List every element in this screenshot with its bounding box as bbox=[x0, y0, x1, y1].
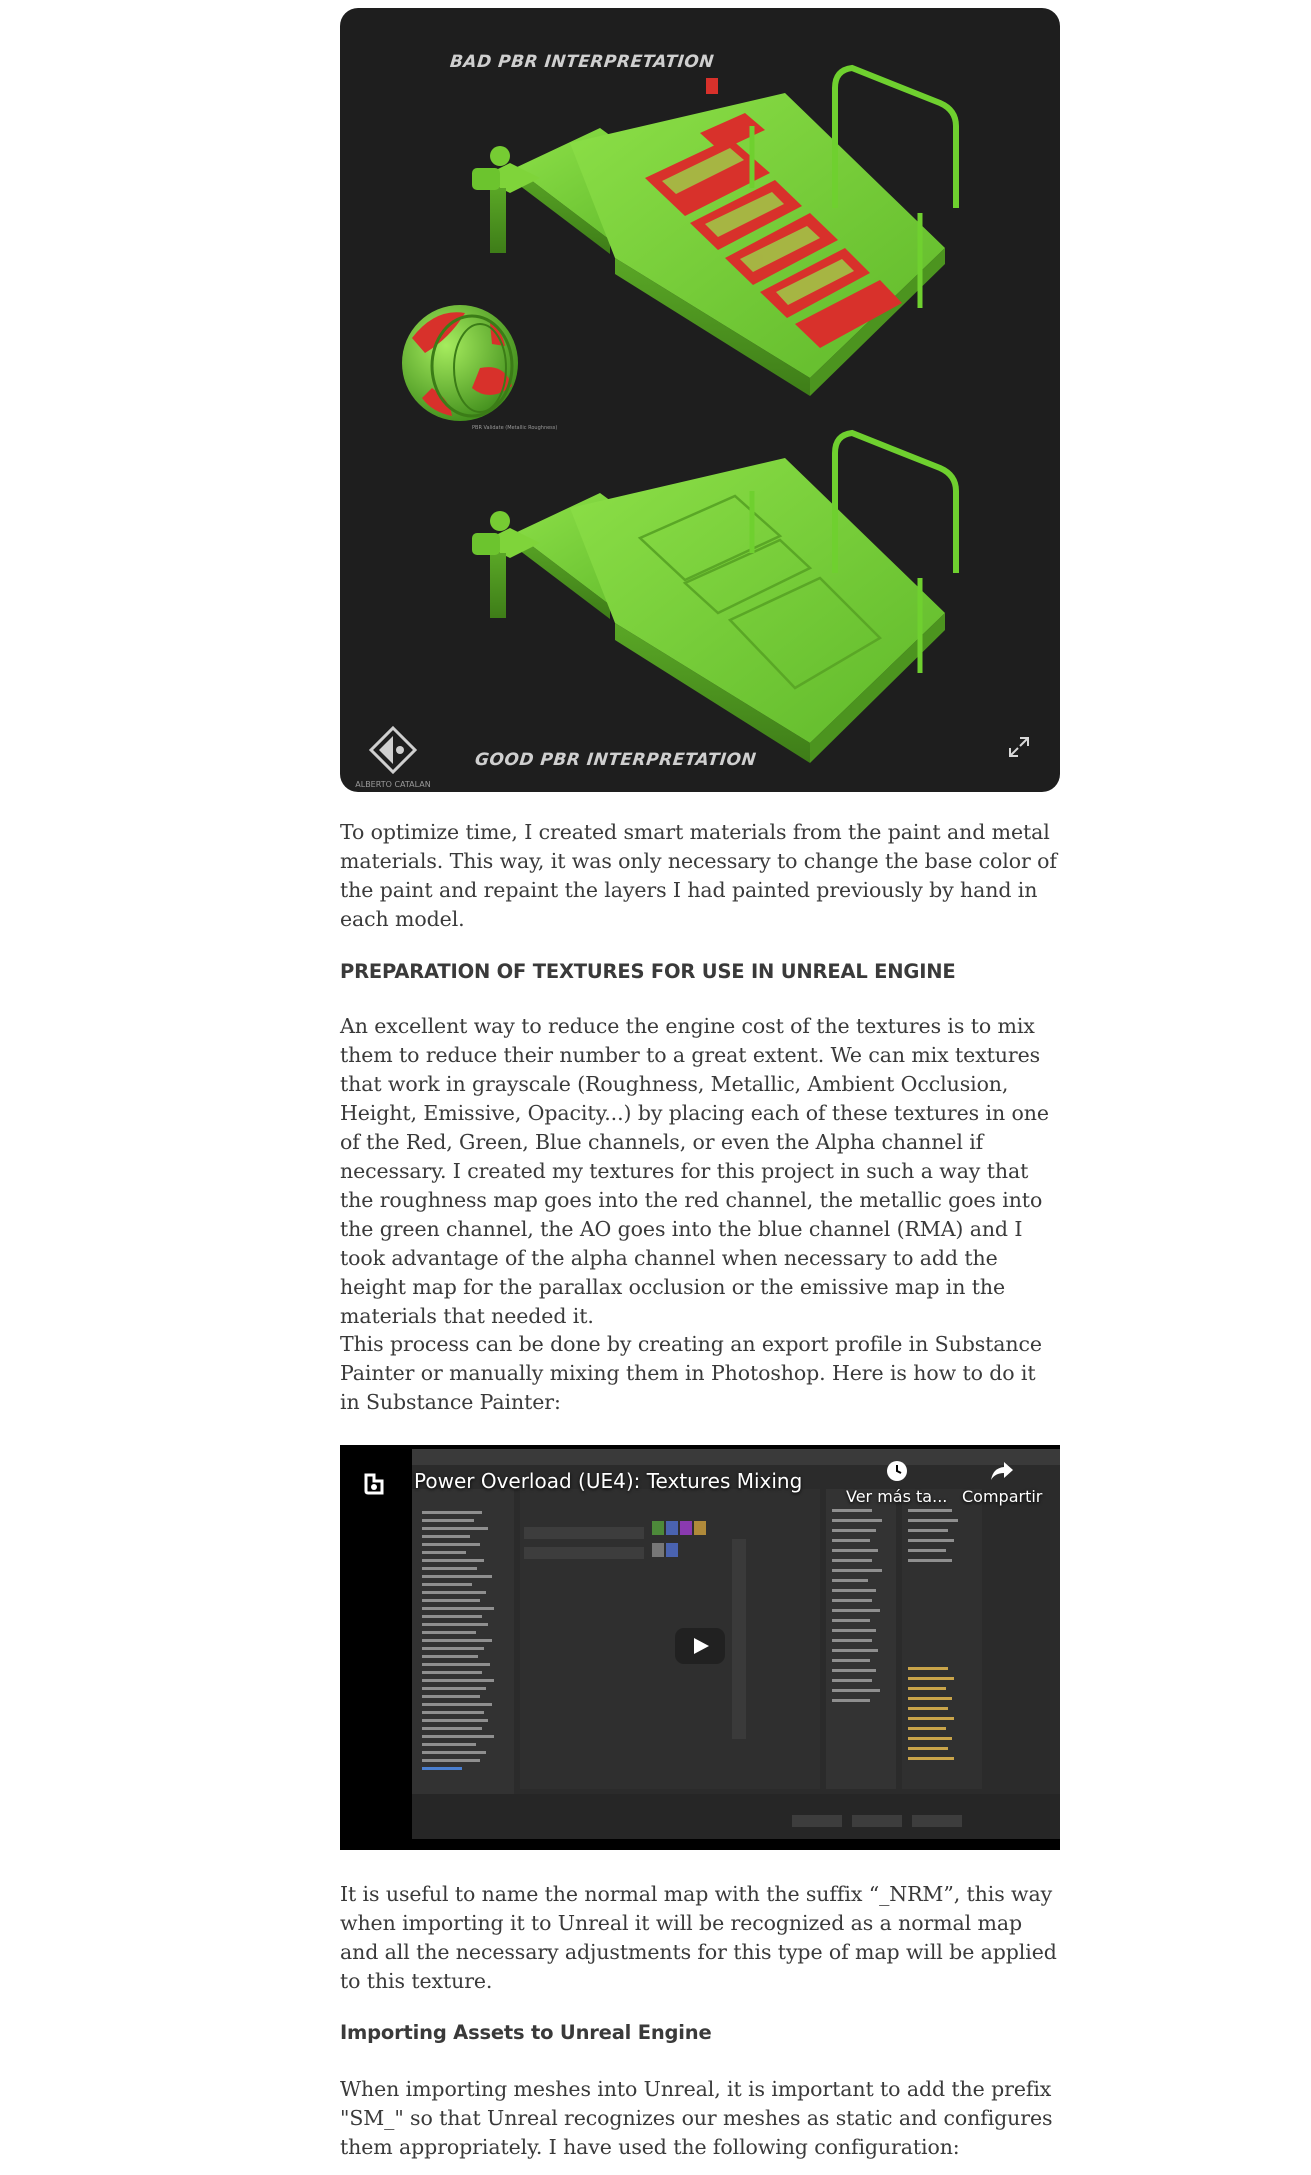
logo-caption: ALBERTO CATALAN bbox=[355, 780, 431, 789]
paragraph-texture-mixing: An excellent way to reduce the engine cost of the textures is to mix them to reduce their number to a great extent. We can mix textures that work in grayscale (Roughness, Metallic, Ambient Occlusion, Height, Emissive, Opacity...) by placing each of these textures in one of the Red, Green, Blue channels, or even the Alpha channel if necessary. I created my textures for this project in such a way that the roughness map goes into the red channel, the metallic goes into the green channel, the AO goes into the blue channel (RMA) and I took advantage of the alpha channel when necessary to add the height map for the parallax occlusion or the emissive map in the materials that needed it. bbox=[340, 1014, 1049, 1328]
video-thumbnail bbox=[412, 1449, 1060, 1839]
clock-icon bbox=[885, 1459, 909, 1483]
video-embed[interactable] bbox=[340, 1445, 1060, 1850]
watch-later-button[interactable] bbox=[846, 1459, 947, 1506]
sphere-caption: PBR Validate (Metallic Roughness) bbox=[472, 425, 558, 431]
paragraph-export-profile: This process can be done by creating an export profile in Substance Painter or manually mixing them in Photoshop. Here is how to do it in Substance Painter: bbox=[340, 1332, 1042, 1414]
channel-icon[interactable] bbox=[360, 1469, 390, 1499]
logo-icon bbox=[369, 726, 417, 774]
expand-icon[interactable] bbox=[1008, 736, 1030, 758]
pbr-comparison-figure[interactable] bbox=[340, 8, 1060, 792]
share-label: Compartir bbox=[962, 1487, 1043, 1506]
paragraph-importing-meshes: When importing meshes into Unreal, it is important to add the prefix "SM_" so that Unreal recognizes our meshes as static and configures them appropriately. I have used the following configuration: bbox=[340, 2077, 1053, 2159]
good-pbr-label: GOOD PBR INTERPRETATION bbox=[473, 750, 758, 770]
share-button[interactable] bbox=[962, 1459, 1042, 1506]
section-heading-importing: Importing Assets to Unreal Engine bbox=[340, 2021, 712, 2044]
watch-later-label: Ver más ta... bbox=[846, 1487, 948, 1506]
section-heading-textures: PREPARATION OF TEXTURES FOR USE IN UNREAL ENGINE bbox=[340, 960, 956, 983]
author-logo bbox=[348, 726, 438, 789]
video-title[interactable]: Power Overload (UE4): Textures Mixing bbox=[414, 1469, 803, 1493]
play-icon[interactable] bbox=[675, 1628, 725, 1664]
paragraph-normal-map: It is useful to name the normal map with the suffix “_NRM”, this way when importing it to Unreal it will be recognized as a normal map and all the necessary adjustments for this type of map will be applied to this texture. bbox=[340, 1882, 1057, 1993]
pbr-render-illustration bbox=[340, 8, 1060, 792]
paragraph-smart-materials: To optimize time, I created smart materials from the paint and metal materials. This way, it was only necessary to change the base color of the paint and repaint the layers I had painted previously by hand in each model. bbox=[340, 820, 1057, 931]
bad-pbr-label: BAD PBR INTERPRETATION bbox=[448, 52, 716, 72]
share-icon bbox=[989, 1459, 1015, 1483]
